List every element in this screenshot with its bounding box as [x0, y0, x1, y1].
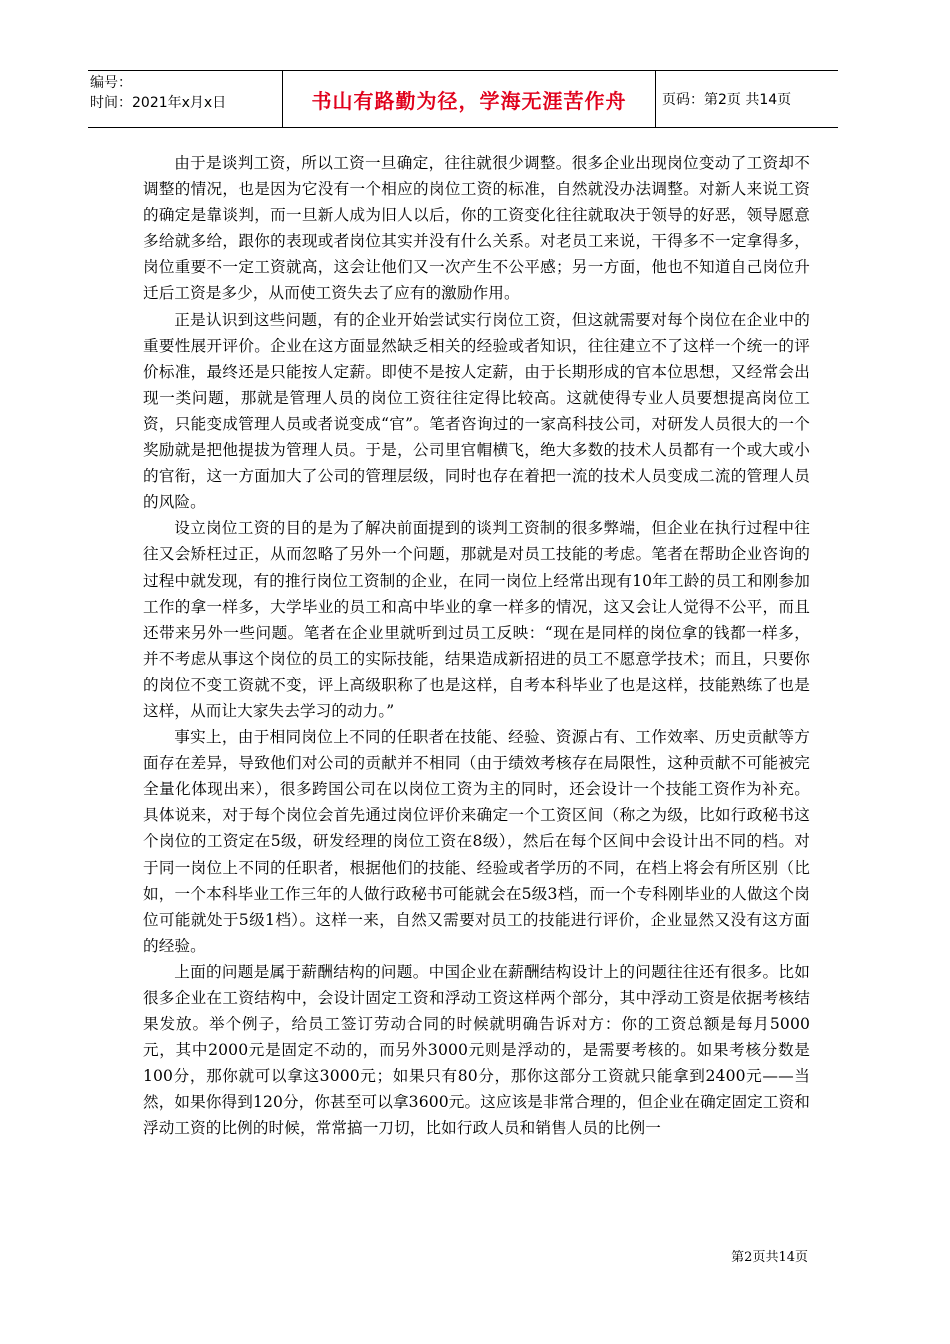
document-number-label: 编号：	[90, 75, 132, 91]
paragraph: 事实上，由于相同岗位上不同的任职者在技能、经验、资源占有、工作效率、历史贡献等方面存在差异，导致他们对公司的贡献并不相同（由于绩效考核存在局限性，这种贡献不可能被完全量化体现出来），很多跨国公司在以岗位工资为主的同时，还会设计一个技能工资作为补充。具体说来，对于每个岗位会首先通过岗位评价来确定一个工资区间（称之为级，比如行政秘书这个岗位的工资定在5级，研发经理的岗位工资在8级），然后在每个区间中会设计出不同的档。对于同一岗位上不同的任职者，根据他们的技能、经验或者学历的不同，在档上将会有所区别（比如，一个本科毕业工作三年的人做行政秘书可能就会在5级3档，而一个专科刚毕业的人做这个岗位可能就处于5级1档）。这样一来，自然又需要对员工的技能进行评价，企业显然又没有这方面的经验。	[143, 728, 810, 955]
paragraph: 上面的问题是属于薪酬结构的问题。中国企业在薪酬结构设计上的问题往往还有很多。比如很多企业在工资结构中，会设计固定工资和浮动工资这样两个部分，其中浮动工资是依据考核结果发放。举个例子，给员工签订劳动合同的时候就明确告诉对方：你的工资总额是每月5000元，其中2000元是固定不动的，而另外3000元则是浮动的，是需要考核的。如果考核分数是100分，那你就可以拿这3000元；如果只有80分，那你这部分工资就只能拿到2400元——当然，如果你得到120分，你甚至可以拿3600元。这应该是非常合理的，但企业在确定固定工资和浮动工资的比例的时候，常常搞一刀切，比如行政人员和销售人员的比例一	[143, 962, 810, 1138]
header-meta	[88, 71, 282, 127]
document-date: 时间：2021年x月x日	[90, 95, 227, 111]
page-header	[88, 70, 838, 128]
paragraph: 正是认识到这些问题，有的企业开始尝试实行岗位工资，但这就需要对每个岗位在企业中的重要性展开评价。企业在这方面显然缺乏相关的经验或者知识，往往建立不了这样一个统一的评价标准，最终还是只能按人定薪。即使不是按人定薪，由于长期形成的官本位思想，又经常会出现一类问题，那就是管理人员的岗位工资往往定得比较高。这就使得专业人员要想提高岗位工资，只能变成管理人员或者说变成“官”。笔者咨询过的一家高科技公司，对研发人员很大的一个奖励就是把他提拔为管理人员。于是，公司里官帽横飞，绝大多数的技术人员都有一个或大或小的官衔，这一方面加大了公司的管理层级，同时也存在着把一流的技术人员变成二流的管理人员的风险。	[143, 310, 810, 512]
paragraph: 设立岗位工资的目的是为了解决前面提到的谈判工资制的很多弊端，但企业在执行过程中往往又会矫枉过正，从而忽略了另外一个问题，那就是对员工技能的考虑。笔者在帮助企业咨询的过程中就发现，有的推行岗位工资制的企业，在同一岗位上经常出现有10年工龄的员工和刚参加工作的拿一样多，大学毕业的员工和高中毕业的拿一样多的情况，这又会让人觉得不公平，而且还带来另外一些问题。笔者在企业里就听到过员工反映：“现在是同样的岗位拿的钱都一样多，并不考虑从事这个岗位的员工的实际技能，结果造成新招进的员工不愿意学技术；而且，只要你的岗位不变工资就不变，评上高级职称了也是这样，自考本科毕业了也是这样，技能熟练了也是这样，从而让大家失去学习的动力。”	[143, 519, 810, 720]
header-motto: 书山有路勤为径，学海无涯苦作舟	[282, 71, 656, 127]
header-page-number: 页码：第2页 共14页	[662, 92, 792, 108]
page-footer: 第2页共14页	[731, 1250, 808, 1265]
document-body	[143, 150, 810, 1142]
paragraph: 由于是谈判工资，所以工资一旦确定，往往就很少调整。很多企业出现岗位变动了工资却不调整的情况，也是因为它没有一个相应的岗位工资的标准，自然就没办法调整。对新人来说工资的确定是靠谈判，而一旦新人成为旧人以后，你的工资变化往往就取决于领导的好恶，领导愿意多给就多给，跟你的表现或者岗位其实并没有什么关系。对老员工来说，干得多不一定拿得多，岗位重要不一定工资就高，这会让他们又一次产生不公平感；另一方面，他也不知道自己岗位升迁后工资是多少，从而使工资失去了应有的激励作用。	[143, 154, 810, 303]
